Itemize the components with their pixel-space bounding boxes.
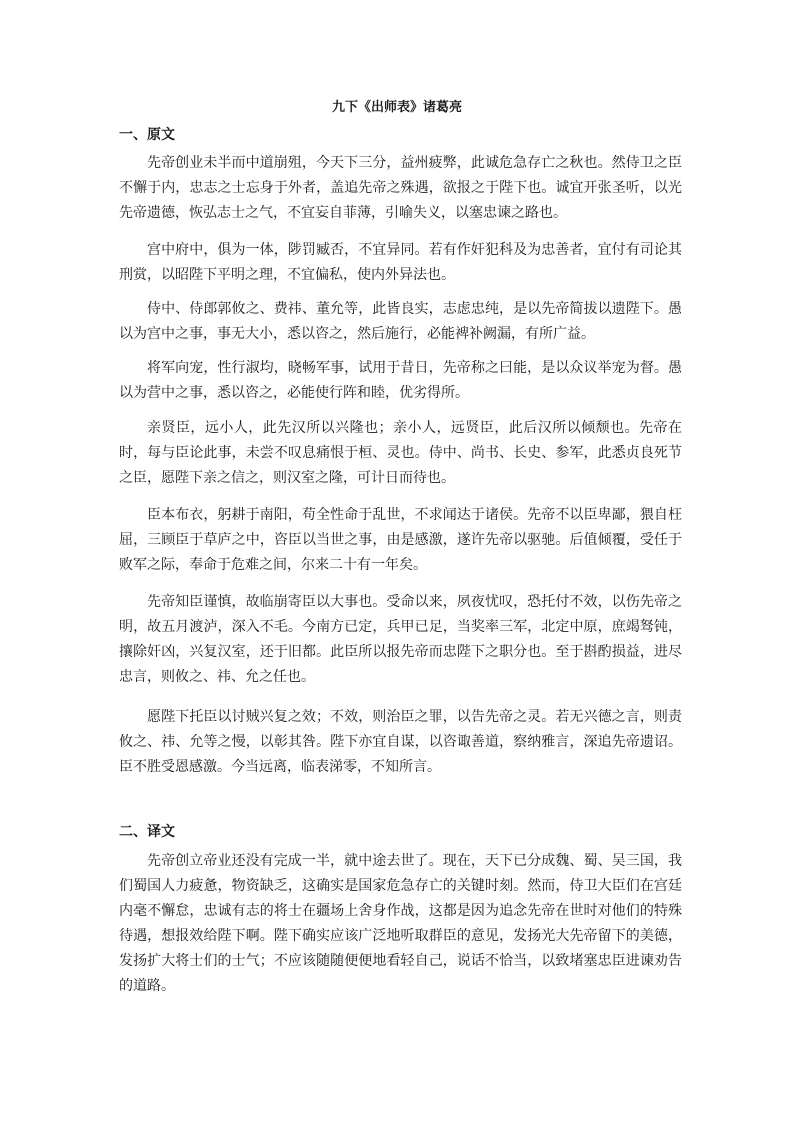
section-heading-original: 一、原文 bbox=[119, 127, 175, 143]
paragraph-original-3: 侍中、侍郎郭攸之、费祎、董允等，此皆良实，志虑忠纯，是以先帝简拔以遗陛下。愚以为宫中之事，事无大小，悉以咨之，然后施行，必能裨补阙漏，有所广益。 bbox=[119, 301, 682, 342]
paragraph-original-8: 愿陛下托臣以讨贼兴复之效；不效，则治臣之罪，以告先帝之灵。若无兴德之言，则责攸之、祎、允等之慢，以彰其咎。陛下亦宜自谋，以咨诹善道，察纳雅言，深追先帝遗诏。臣不胜受恩感激。今当远离，临表涕零，不知所言。 bbox=[119, 709, 682, 775]
paragraph-original-4: 将军向宠，性行淑均，晓畅军事，试用于昔日，先帝称之曰能，是以众议举宠为督。愚以为营中之事，悉以咨之，必能使行阵和睦，优劣得所。 bbox=[119, 360, 682, 401]
paragraph-original-6: 臣本布衣，躬耕于南阳，苟全性命于乱世，不求闻达于诸侯。先帝不以臣卑鄙，猥自枉屈，三顾臣于草庐之中，咨臣以当世之事，由是感激，遂许先帝以驱驰。后值倾覆，受任于败军之际，奉命于危难之间，尔来二十有一年矣。 bbox=[119, 507, 682, 573]
paragraph-translation-1: 先帝创立帝业还没有完成一半，就中途去世了。现在，天下已分成魏、蜀、吴三国，我们蜀国人力疲惫，物资缺乏，这确实是国家危急存亡的关键时刻。然而，侍卫大臣们在宫廷内毫不懈怠，忠诚有志的将士在疆场上舍身作战，这都是因为追念先帝在世时对他们的特殊待遇，想报效给陛下啊。陛下确实应该广泛地听取群臣的意见，发扬光大先帝留下的美德，发扬扩大将士们的士气；不应该随随便便地看轻自己，说话不恰当，以致堵塞忠臣进谏劝告的道路。 bbox=[119, 853, 682, 994]
paragraph-original-1: 先帝创业未半而中道崩殂，今天下三分，益州疲弊，此诚危急存亡之秋也。然侍卫之臣不懈于内，忠志之士忘身于外者，盖追先帝之殊遇，欲报之于陛下也。诚宜开张圣听，以光先帝遗德，恢弘志士之气，不宜妄自菲薄，引喻失义，以塞忠谏之路也。 bbox=[119, 155, 682, 221]
paragraph-original-2: 宫中府中，俱为一体，陟罚臧否，不宜异同。若有作奸犯科及为忠善者，宜付有司论其刑赏，以昭陛下平明之理，不宜偏私，使内外异法也。 bbox=[119, 242, 682, 283]
section-heading-translation: 二、译文 bbox=[119, 824, 175, 840]
paragraph-original-7: 先帝知臣谨慎，故临崩寄臣以大事也。受命以来，夙夜忧叹，恐托付不效，以伤先帝之明，故五月渡泸，深入不毛。今南方已定，兵甲已足，当奖率三军，北定中原，庶竭驽钝，攘除奸凶，兴复汉室，还于旧都。此臣所以报先帝而忠陛下之职分也。至于斟酌损益，进尽忠言，则攸之、祎、允之任也。 bbox=[119, 594, 682, 685]
paragraph-original-5: 亲贤臣，远小人，此先汉所以兴隆也；亲小人，远贤臣，此后汉所以倾颓也。先帝在时，每与臣论此事，未尝不叹息痛恨于桓、灵也。侍中、尚书、长史、参军，此悉贞良死节之臣，愿陛下亲之信之，则汉室之隆，可计日而待也。 bbox=[119, 420, 682, 486]
document-title: 九下《出师表》诸葛亮 bbox=[331, 100, 462, 115]
